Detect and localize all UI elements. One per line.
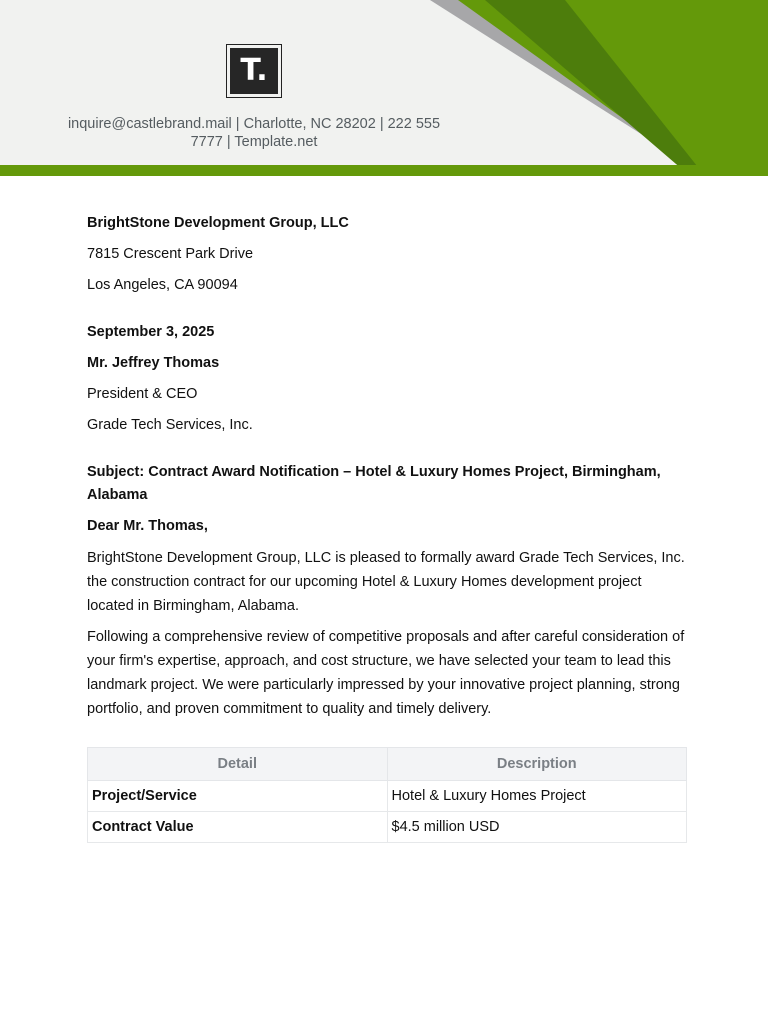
paragraph-1: BrightStone Development Group, LLC is pleased to formally award Grade Tech Services, Inc. the construction contract for our upcoming Hotel & Luxury Homes development project located in Birmingham, Alabama. — [87, 550, 685, 614]
recipient-company: Grade Tech Services, Inc. — [87, 417, 253, 433]
contract-details-table — [87, 747, 687, 843]
sender-city: Los Angeles, CA 90094 — [87, 277, 238, 293]
company-logo — [226, 44, 282, 98]
sender-company: BrightStone Development Group, LLC — [87, 215, 349, 231]
letter-body — [87, 212, 687, 843]
table-row — [88, 781, 687, 812]
letter-date: September 3, 2025 — [87, 324, 215, 340]
logo-letter: T. — [230, 48, 278, 94]
sender-street: 7815 Crescent Park Drive — [87, 246, 254, 262]
row-key: Contract Value — [88, 812, 388, 843]
table-header-row — [88, 748, 687, 781]
salutation: Dear Mr. Thomas, — [87, 518, 208, 534]
row-key: Project/Service — [88, 781, 388, 812]
table-row — [88, 812, 687, 843]
letter-subject: Subject: Contract Award Notification – Hotel & Luxury Homes Project, Birmingham, Alabama — [87, 464, 661, 503]
header-detail: Detail — [88, 748, 388, 781]
recipient-name: Mr. Jeffrey Thomas — [87, 355, 220, 371]
contact-info: inquire@castlebrand.mail | Charlotte, NC 28202 | 222 555 7777 | Template.net — [67, 116, 441, 150]
header-description: Description — [387, 748, 687, 781]
letterhead — [0, 0, 768, 176]
paragraph-2: Following a comprehensive review of competitive proposals and after careful consideration of your firm's expertise, approach, and cost structure, we have selected your team to lead this landmark project. We were particularly impressed by your innovative project planning, strong portfolio, and proven commitment to quality and timely delivery. — [87, 629, 685, 717]
green-bar — [0, 165, 768, 176]
row-value: Hotel & Luxury Homes Project — [387, 781, 687, 812]
row-value: $4.5 million USD — [387, 812, 687, 843]
recipient-title: President & CEO — [87, 386, 198, 402]
